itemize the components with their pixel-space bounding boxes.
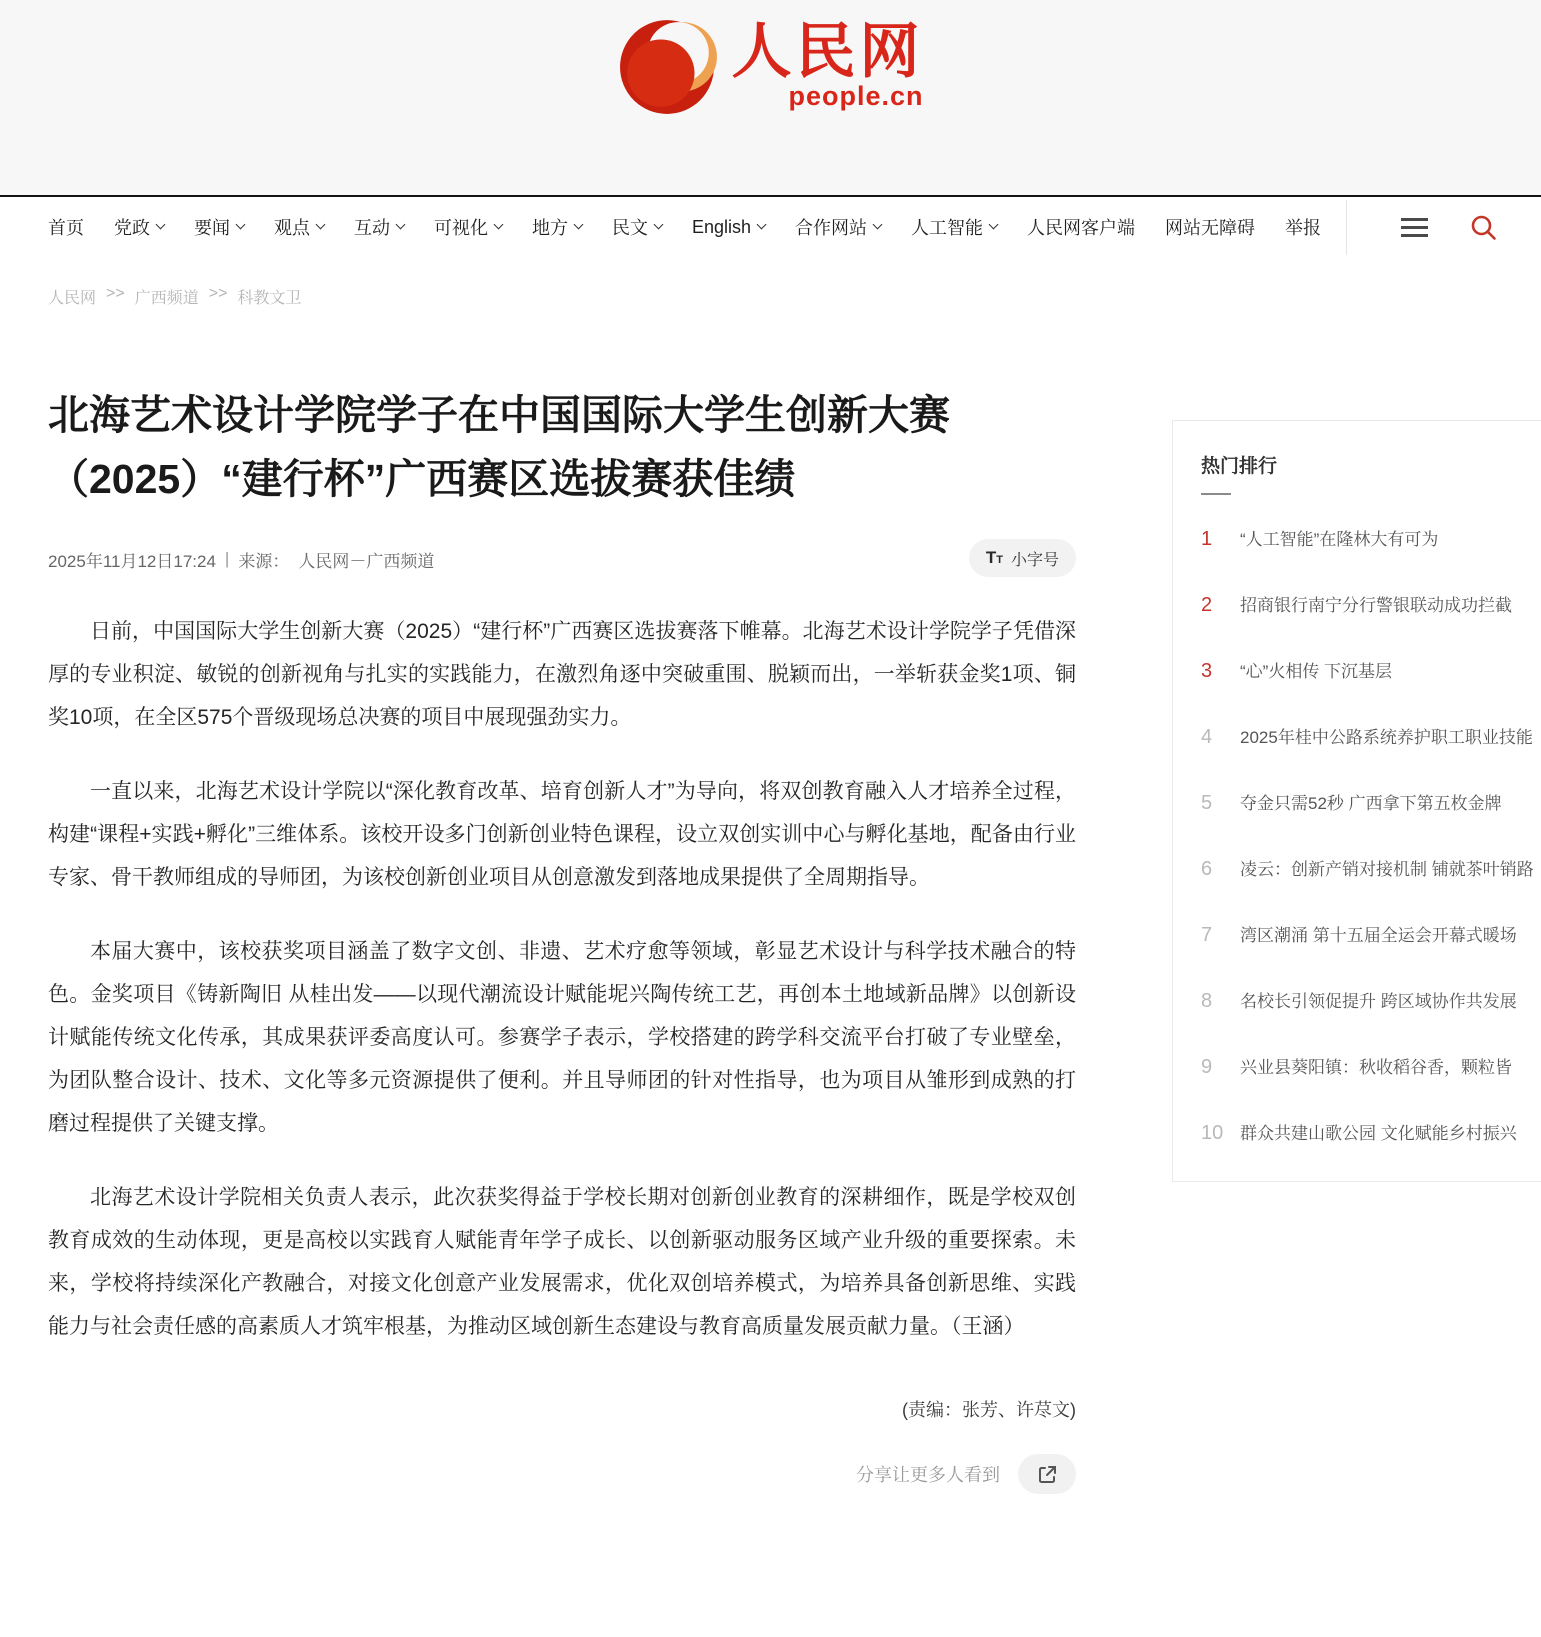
nav-item-accessibility[interactable] <box>1165 214 1255 240</box>
article <box>48 384 1076 1494</box>
article-meta <box>48 539 1076 579</box>
article-paragraph: 北海艺术设计学院相关负责人表示，此次获奖得益于学校长期对创新创业教育的深耕细作，既是学校双创教育成效的生动体现，更是高校以实践育人赋能青年学子成长、以创新驱动服务区域产业升级的重要探索。未来，学校将持续深化产教融合，对接文化创意产业发展需求，优化双创培养模式，为培养具备创新思维、实践能力与社会责任感的高素质人才筑牢根基，为推动区域创新生态建设与教育高质量发展贡献力量。（王涵） <box>48 1186 1076 1339</box>
chevron-down-icon <box>574 220 584 230</box>
rank-number: 7 <box>1201 924 1213 946</box>
share-row <box>48 1454 1076 1494</box>
hot-rank-title: 热门排行 <box>1201 456 1278 477</box>
breadcrumb-link-guangxi[interactable]: 广西频道 <box>134 290 199 307</box>
title-line-2: （2025）“建行杯”广西赛区选拔赛获佳绩 <box>48 455 796 502</box>
logo[interactable] <box>618 10 924 120</box>
rank-link[interactable]: “人工智能”在隆林大有可为 <box>1240 530 1439 549</box>
chevron-down-icon <box>494 220 504 230</box>
meta-divider: | <box>224 549 230 569</box>
hot-rank-item[interactable] <box>1201 1119 1541 1145</box>
rank-link[interactable]: “心”火相传 下沉基层 <box>1240 662 1393 681</box>
source-label: 来源： <box>238 551 290 571</box>
hot-rank-item[interactable] <box>1201 591 1541 617</box>
chevron-down-icon <box>396 220 406 230</box>
nav-item-ai[interactable] <box>911 214 997 240</box>
page-title <box>48 384 1076 511</box>
breadcrumb-link-people[interactable]: 人民网 <box>48 290 97 307</box>
main-nav <box>0 195 1541 257</box>
hot-rank-panel <box>1172 420 1541 1182</box>
nav-label: 要闻 <box>194 218 230 238</box>
nav-item-opinion[interactable] <box>274 214 324 240</box>
article-paragraph: 日前，中国国际大学生创新大赛（2025）“建行杯”广西赛区选拔赛落下帷幕。北海艺术设计学院学子凭借深厚的专业积淀、敏锐的创新视角与扎实的实践能力，在激烈角逐中突破重围、脱颖而出，一举斩获金奖1项、铜奖10项，在全区575个晋级现场总决赛的项目中展现强劲实力。 <box>48 620 1076 730</box>
rank-number: 6 <box>1201 858 1213 880</box>
hot-rank-item[interactable] <box>1201 921 1541 947</box>
logo-en-text: people.cn <box>788 80 924 111</box>
hot-rank-item[interactable] <box>1201 657 1541 683</box>
hot-rank-item[interactable] <box>1201 987 1541 1013</box>
chevron-down-icon <box>873 220 883 230</box>
share-label: 分享让更多人看到 <box>856 1465 1000 1486</box>
nav-right <box>1401 214 1497 241</box>
nav-label: 人民网客户端 <box>1027 218 1136 238</box>
publish-date: 2025年11月12日17:24 <box>48 551 216 571</box>
nav-item-english[interactable] <box>692 217 765 238</box>
rank-link[interactable]: 群众共建山歌公园 文化赋能乡村振兴 <box>1240 1124 1517 1143</box>
nav-label: 合作网站 <box>795 218 868 238</box>
menu-icon[interactable] <box>1401 218 1428 237</box>
nav-label: 举报 <box>1285 218 1322 238</box>
breadcrumb-link-keji[interactable]: 科教文卫 <box>237 290 302 307</box>
hot-rank-item[interactable] <box>1201 855 1541 881</box>
nav-label: English <box>692 216 752 237</box>
breadcrumb-separator: >> <box>208 285 228 302</box>
nav-item-party[interactable] <box>114 214 164 240</box>
rank-link[interactable]: 湾区潮涌 第十五届全运会开幕式暖场 <box>1240 926 1517 945</box>
chevron-down-icon <box>156 220 166 230</box>
font-size-button[interactable] <box>969 539 1076 577</box>
nav-label: 地方 <box>532 218 568 238</box>
site-header <box>0 0 1541 195</box>
hot-rank-item[interactable] <box>1201 723 1541 749</box>
external-link-icon <box>1037 1464 1058 1485</box>
nav-item-news[interactable] <box>194 214 244 240</box>
rank-number: 8 <box>1201 990 1213 1012</box>
hot-rank-underline <box>1201 493 1231 495</box>
nav-label: 网站无障碍 <box>1165 218 1256 238</box>
chevron-down-icon <box>236 220 246 230</box>
title-line-1: 北海艺术设计学院学子在中国国际大学生创新大赛 <box>48 392 950 438</box>
hot-rank-item[interactable] <box>1201 525 1541 551</box>
nav-label: 党政 <box>114 218 150 238</box>
chevron-down-icon <box>989 220 999 230</box>
rank-link[interactable]: 兴业县葵阳镇：秋收稻谷香，颗粒皆 <box>1240 1058 1512 1077</box>
nav-item-local[interactable] <box>532 214 582 240</box>
people-cn-sphere-icon <box>618 14 720 116</box>
article-paragraph: 本届大赛中，该校获奖项目涵盖了数字文创、非遗、艺术疗愈等领域，彰显艺术设计与科学技术融合的特色。金奖项目《铸新陶旧 从桂出发——以现代潮流设计赋能坭兴陶传统工艺，再创本土地域新品牌》以创新设计赋能传统文化传承，其成果获评委高度认可。参赛学子表示，学校搭建的跨学科交流平台打破了专业壁垒，为团队整合设计、技术、文化等多元资源提供了便利。并且导师团的针对性指导，也为项目从雏形到成熟的打磨过程提供了关键支撑。 <box>48 940 1076 1136</box>
chevron-down-icon <box>757 220 767 230</box>
nav-item-report[interactable] <box>1285 214 1321 240</box>
nav-label: 首页 <box>48 218 84 238</box>
rank-number: 3 <box>1201 660 1213 682</box>
rank-link[interactable]: 招商银行南宁分行警银联动成功拦截 <box>1240 596 1512 615</box>
rank-link[interactable]: 2025年桂中公路系统养护职工职业技能 <box>1240 728 1533 747</box>
editor-credit: (责编：张芳、许荩文) <box>902 1400 1076 1421</box>
nav-item-home[interactable] <box>48 214 84 240</box>
nav-label: 观点 <box>274 218 310 238</box>
search-icon[interactable] <box>1470 214 1497 241</box>
logo-cn-text: 人民网 <box>731 17 924 85</box>
rank-number: 1 <box>1201 528 1213 550</box>
rank-number: 9 <box>1201 1056 1213 1078</box>
article-paragraph: 一直以来，北海艺术设计学院以“深化教育改革、培育创新人才”为导向，将双创教育融入人才培养全过程，构建“课程+实践+孵化”三维体系。该校开设多门创新创业特色课程，设立双创实训中心与孵化基地，配备由行业专家、骨干教师组成的导师团，为该校创新创业项目从创意激发到落地成果提供了全周期指导。 <box>48 780 1076 890</box>
breadcrumb <box>48 285 1541 308</box>
rank-number: 5 <box>1201 792 1213 814</box>
source-link[interactable]: 人民网－广西频道 <box>298 551 435 571</box>
breadcrumb-separator: >> <box>106 285 125 302</box>
rank-number: 2 <box>1201 594 1213 616</box>
rank-link[interactable]: 夺金只需52秒 广西拿下第五枚金牌 <box>1240 794 1502 813</box>
font-size-icon: TT <box>985 548 1003 568</box>
nav-label: 民文 <box>612 218 648 238</box>
chevron-down-icon <box>316 220 326 230</box>
nav-label: 人工智能 <box>911 218 984 238</box>
nav-items <box>48 214 1321 240</box>
rank-number: 10 <box>1201 1122 1224 1144</box>
rank-link[interactable]: 凌云：创新产销对接机制 铺就茶叶销路 <box>1240 860 1534 879</box>
hot-rank-item[interactable] <box>1201 789 1541 815</box>
nav-item-interact[interactable] <box>354 214 404 240</box>
nav-item-visual[interactable] <box>434 214 502 240</box>
font-size-label: 小字号 <box>1010 551 1059 569</box>
hot-rank-item[interactable] <box>1201 1053 1541 1079</box>
hot-rank-list <box>1201 525 1541 1145</box>
logo-text <box>732 19 924 112</box>
nav-label: 互动 <box>354 218 390 238</box>
nav-item-minority[interactable] <box>612 214 662 240</box>
rank-number: 4 <box>1201 726 1213 748</box>
nav-item-app[interactable] <box>1027 214 1135 240</box>
nav-item-partners[interactable] <box>795 214 881 240</box>
nav-divider <box>1346 200 1347 255</box>
rank-link[interactable]: 名校长引领促提升 跨区域协作共发展 <box>1240 992 1517 1011</box>
share-button[interactable] <box>1018 1454 1076 1494</box>
chevron-down-icon <box>654 220 664 230</box>
nav-label: 可视化 <box>434 218 488 238</box>
